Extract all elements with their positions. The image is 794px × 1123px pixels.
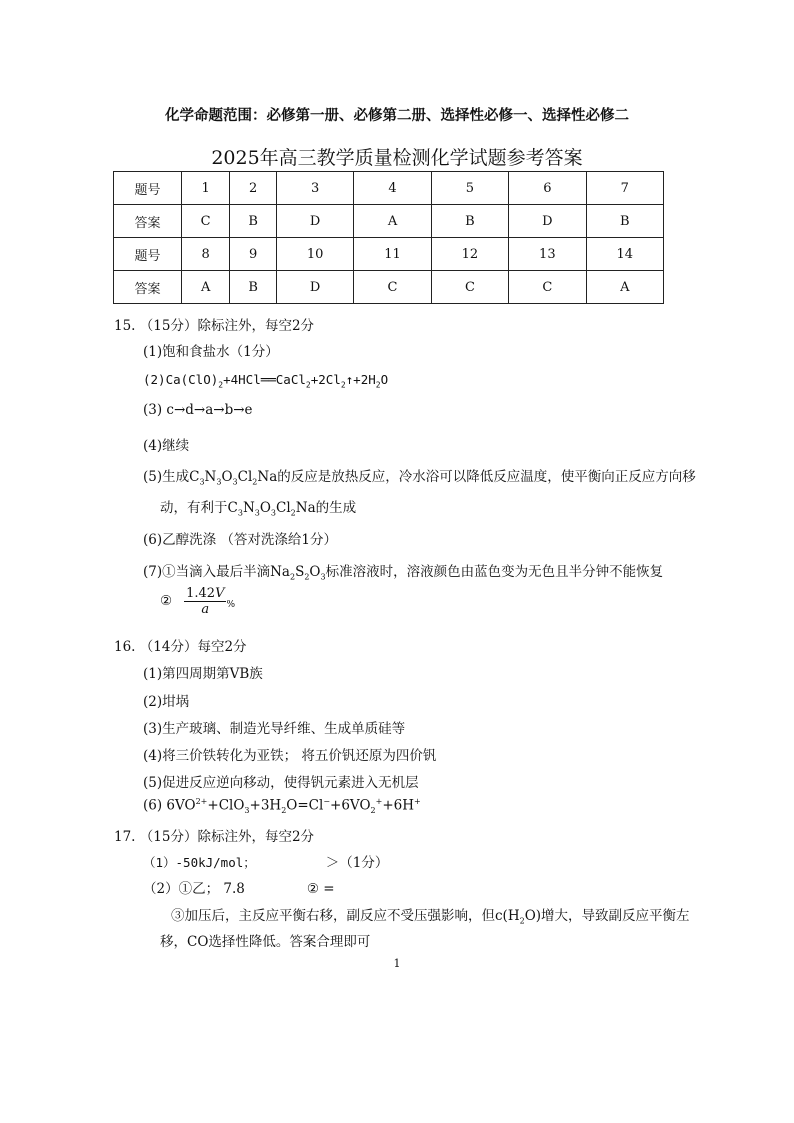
row-label: 答案	[114, 271, 182, 304]
answer-table	[113, 171, 664, 304]
q17-answer-1: （1）-50kJ/mol； ＞（1分）	[143, 855, 389, 871]
q16-answer-6: (6) $6VO^{2+}+ClO_3+3H_2O=Cl^-+6VO_2^++6H^+$	[143, 797, 421, 816]
circled-marker: ②	[160, 593, 173, 609]
table-cell: C	[431, 271, 508, 304]
page-title: 2025年高三教学质量检测化学试题参考答案	[211, 147, 583, 169]
table-cell: A	[354, 205, 431, 238]
exam-scope-heading: 化学命题范围：必修第一册、必修第二册、选择性必修一、选择性必修二	[165, 108, 629, 124]
table-cell: D	[509, 205, 586, 238]
q15-answer-5-cont: 动，有利于$C_3N_3O_3Cl_2Na$的生成	[160, 500, 357, 518]
table-cell: B	[230, 271, 277, 304]
table-cell: 5	[431, 172, 508, 205]
q15-answer-7-part2: ② $\frac{1.42V}{a}$ %	[160, 586, 236, 617]
row-label: 答案	[114, 205, 182, 238]
q17-heading: 17. （15分）除标注外，每空2分	[114, 829, 315, 845]
q15-answer-7: (7)①当滴入最后半滴$Na_2S_2O_3$标准溶液时，溶液颜色由蓝色变为无色且半分钟不能恢复	[143, 564, 664, 582]
table-cell: A	[182, 271, 230, 304]
table-cell: 12	[431, 238, 508, 271]
table-row	[114, 238, 664, 271]
table-cell: 13	[509, 238, 586, 271]
table-cell: 1	[182, 172, 230, 205]
table-row	[114, 205, 664, 238]
table-cell: C	[509, 271, 586, 304]
table-cell: 14	[586, 238, 663, 271]
table-cell: 8	[182, 238, 230, 271]
q17-answer-3: ③加压后，主反应平衡右移，副反应不受压强影响，但$c(H_2O)$增大，导致副反应平衡左	[171, 908, 690, 926]
q15-answer-3: (3) c→d→a→b→e	[143, 402, 253, 418]
table-cell: 10	[276, 238, 353, 271]
table-cell: 11	[354, 238, 431, 271]
q15-heading: 15. （15分）除标注外，每空2分	[114, 318, 315, 334]
q16-answer-1: (1)第四周期第ⅤB族	[143, 666, 263, 682]
q17-answer-2: （2）①乙； 7.8 ② =	[143, 881, 335, 897]
table-cell: 4	[354, 172, 431, 205]
q15-answer-2: $(2)Ca(ClO)_2+4HCl══CaCl_2+2Cl_2↑+2H_2O$	[143, 372, 389, 390]
fraction-expression: $\frac{1.42V}{a}$	[186, 586, 225, 617]
table-cell: B	[586, 205, 663, 238]
table-cell: B	[431, 205, 508, 238]
table-cell: A	[586, 271, 663, 304]
table-cell: B	[230, 205, 277, 238]
table-cell: D	[276, 205, 353, 238]
q16-answer-2: (2)坩埚	[143, 694, 190, 710]
table-cell: 3	[276, 172, 353, 205]
table-cell: C	[182, 205, 230, 238]
q16-answer-4: (4)将三价铁转化为亚铁； 将五价钒还原为四价钒	[143, 748, 437, 764]
q16-answer-3: (3)生产玻璃、制造光导纤维、生成单质硅等	[143, 721, 406, 737]
q17-answer-3-cont: 移，CO选择性降低。答案合理即可	[160, 934, 371, 950]
q15-answer-5: (5)生成$C_3N_3O_3Cl_2Na$的反应是放热反应，冷水浴可以降低反应温度，使平衡向正反应方向移	[143, 469, 696, 487]
q16-heading: 16. （14分）每空2分	[114, 639, 247, 655]
table-row	[114, 271, 664, 304]
row-label: 题号	[114, 172, 182, 205]
row-label: 题号	[114, 238, 182, 271]
table-cell: 7	[586, 172, 663, 205]
table-row	[114, 172, 664, 205]
table-cell: 9	[230, 238, 277, 271]
table-cell: 2	[230, 172, 277, 205]
q15-answer-1: (1)饱和食盐水（1分）	[143, 344, 279, 360]
page-number: 1	[393, 957, 401, 970]
table-cell: C	[354, 271, 431, 304]
q15-answer-4: (4)继续	[143, 438, 190, 454]
table-cell: D	[276, 271, 353, 304]
table-cell: 6	[509, 172, 586, 205]
q16-answer-5: (5)促进反应逆向移动，使得钒元素进入无机层	[143, 775, 419, 791]
q15-answer-6: (6)乙醇洗涤 （答对洗涤给1分）	[143, 532, 338, 548]
